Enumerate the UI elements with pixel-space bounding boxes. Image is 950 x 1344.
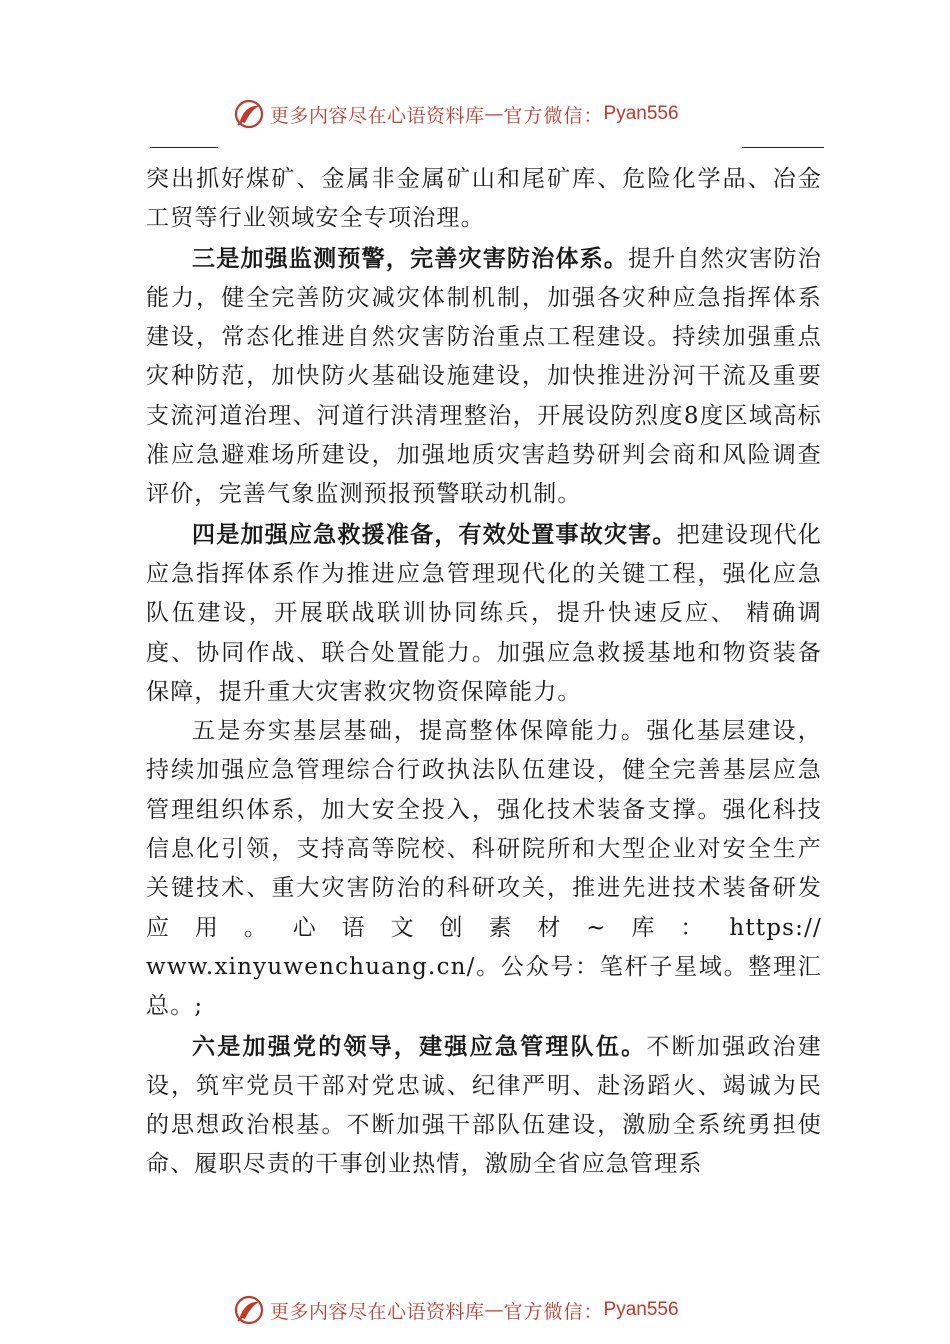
footer-logo-icon [232, 1293, 266, 1327]
header-brand [232, 96, 679, 132]
paragraph-3-text: 把建设现代化应急指挥体系作为推进应急管理现代化的关键工程，强化应急队伍建设，开展联战联训协同练兵，提升快速反应、 精确调度、协同作战、联合处置能力。加强应急救援基地和物资装备保障，提升重大灾害救灾物资保障能力。 [146, 521, 823, 705]
header-separator: — [484, 103, 504, 125]
paragraph-3 [146, 515, 822, 712]
header-brand-text: 更多内容尽在心语资料库 [270, 104, 485, 127]
header-wechat-label: 官方微信： [503, 104, 604, 127]
paragraph-5-text: 不断加强政治建设，筑牢党员干部对党忠诚、纪律严明、赴汤蹈火、竭诚为民的思想政治根基。不断加强干部队伍建设，激励全系统勇担使命、履职尽责的干事创业热情，激励全省应急管理系 [146, 1033, 822, 1178]
header-rule-left [150, 147, 218, 148]
footer-wechat-label: 官方微信： [503, 1300, 604, 1323]
page-footer [0, 1290, 950, 1330]
paragraph-4 [146, 712, 822, 1026]
paragraph-2-text: 提升自然灾害防治能力，健全完善防灾减灾体制机制，加强各灾种应急指挥体系建设，常态化推进自然灾害防治重点工程建设。持续加强重点灾种防范，加快防火基础设施建设，加快推进汾河干流及重要支流河道治理、河道行洪清理整治，开展设防烈度8度区域高标准应急避难场所建设，加强地质灾害趋势研判会商和风险调查评价，完善气象监测预报预警联动机制。 [146, 245, 822, 508]
paragraph-5-lead: 六是加强党的领导，建强应急管理队伍。 [192, 1032, 647, 1060]
paragraph-1 [146, 160, 822, 239]
paragraph-4-text: 五是夯实基层基础，提高整体保障能力。强化基层建设， 持续加强应急管理综合行政执法队伍建设，健全完善基层应急管理组织体系，加大安全投入，强化技术装备支撑。强化科技信息化引领，支持高等院校、科研院所和大型企业对安全生产关键技术、重大灾害防治的科研攻关，推进先进技术装备研发应用。心语文创素材~库：https:// www.xinyuwenchuang.cn/。公众号：笔杆子星域。整理汇总。; [146, 718, 822, 1020]
brand-logo-icon [232, 97, 266, 131]
page-header [0, 94, 950, 134]
footer-wechat-id: Pyan556 [603, 1299, 679, 1320]
header-wechat-id: Pyan556 [603, 103, 679, 124]
paragraph-3-lead: 四是加强应急救援准备，有效处置事故灾害。 [192, 520, 677, 548]
paragraph-5 [146, 1027, 822, 1185]
document-body [146, 160, 822, 1185]
footer-brand [232, 1292, 679, 1328]
footer-separator: — [484, 1299, 504, 1321]
paragraph-2-lead: 三是加强监测预警，完善灾害防治体系。 [192, 244, 629, 272]
header-rule-right [742, 147, 824, 148]
paragraph-1-text: 突出抓好煤矿、金属非金属矿山和尾矿库、危险化学品、冶金工贸等行业领域安全专项治理。 [146, 166, 822, 232]
paragraph-2 [146, 239, 822, 515]
footer-brand-text: 更多内容尽在心语资料库 [270, 1300, 485, 1323]
